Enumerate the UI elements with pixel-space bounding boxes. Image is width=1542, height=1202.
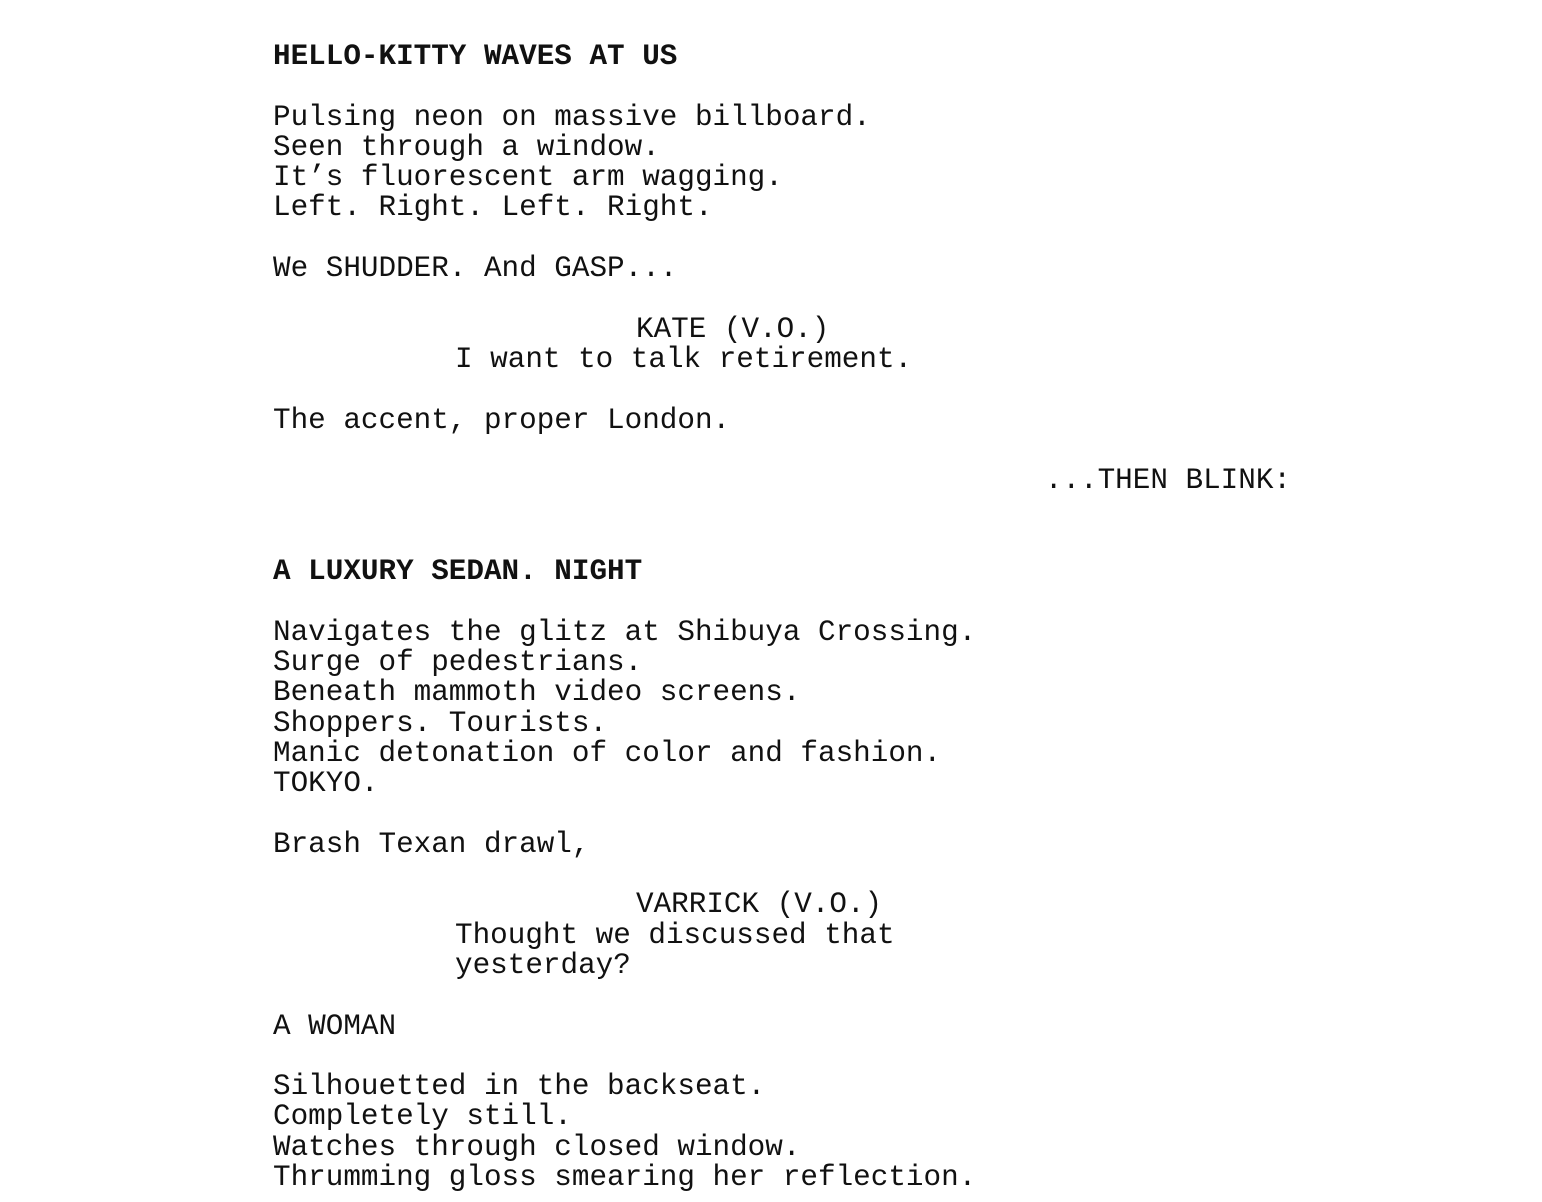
blank-line bbox=[273, 224, 1293, 254]
action-line: Left. Right. Left. Right. bbox=[273, 191, 713, 225]
action-block bbox=[273, 100, 1293, 225]
blank-line bbox=[273, 981, 1293, 1011]
blank-line bbox=[273, 799, 1293, 829]
action-line: Pulsing neon on massive billboard. bbox=[273, 100, 871, 134]
dialogue-line: I want to talk retirement. bbox=[455, 342, 913, 376]
blank-line bbox=[273, 527, 1293, 557]
scene-heading: HELLO-KITTY WAVES AT US bbox=[273, 40, 678, 73]
dialogue-line: Thought we discussed that bbox=[455, 918, 895, 952]
action-line: TOKYO. bbox=[273, 767, 379, 801]
blank-line bbox=[273, 72, 1293, 102]
action-block bbox=[273, 1072, 1293, 1193]
action-line: Surge of pedestrians. bbox=[273, 645, 643, 679]
blank-line bbox=[273, 1042, 1293, 1072]
character-cue: KATE (V.O.) bbox=[636, 312, 830, 346]
action-line: Beneath mammoth video screens. bbox=[273, 676, 801, 710]
action-line: Brash Texan drawl, bbox=[273, 827, 590, 861]
dialogue-block bbox=[273, 312, 1293, 376]
blank-line bbox=[273, 284, 1293, 314]
action-line: Silhouetted in the backseat. bbox=[273, 1070, 766, 1104]
action-line: The accent, proper London. bbox=[273, 403, 731, 437]
scene-heading: A LUXURY SEDAN. NIGHT bbox=[273, 555, 643, 589]
action-line: Seen through a window. bbox=[273, 130, 660, 164]
action-line: Manic detonation of color and fashion. bbox=[273, 736, 942, 770]
action-line: Navigates the glitz at Shibuya Crossing. bbox=[273, 615, 977, 649]
dialogue-block bbox=[273, 890, 1293, 981]
action-line: Watches through closed window. bbox=[273, 1130, 801, 1164]
action-line: Completely still. bbox=[273, 1100, 572, 1134]
action-line: We SHUDDER. And GASP... bbox=[273, 252, 678, 286]
blank-line bbox=[273, 860, 1293, 890]
transition: ...THEN BLINK: bbox=[1044, 464, 1291, 498]
action-line: Shoppers. Tourists. bbox=[273, 706, 608, 740]
character-cue: VARRICK (V.O.) bbox=[636, 888, 883, 922]
dialogue-line: yesterday? bbox=[455, 948, 631, 982]
blank-line bbox=[273, 375, 1293, 405]
blank-line bbox=[273, 496, 1293, 526]
action-line: It’s fluorescent arm wagging. bbox=[273, 161, 783, 195]
action-line: A WOMAN bbox=[273, 1009, 397, 1043]
action-line: Thrumming gloss smearing her reflection. bbox=[273, 1160, 977, 1194]
screenplay-page bbox=[273, 42, 1293, 1193]
blank-line bbox=[273, 587, 1293, 617]
action-block bbox=[273, 615, 1293, 801]
blank-line bbox=[273, 436, 1293, 466]
